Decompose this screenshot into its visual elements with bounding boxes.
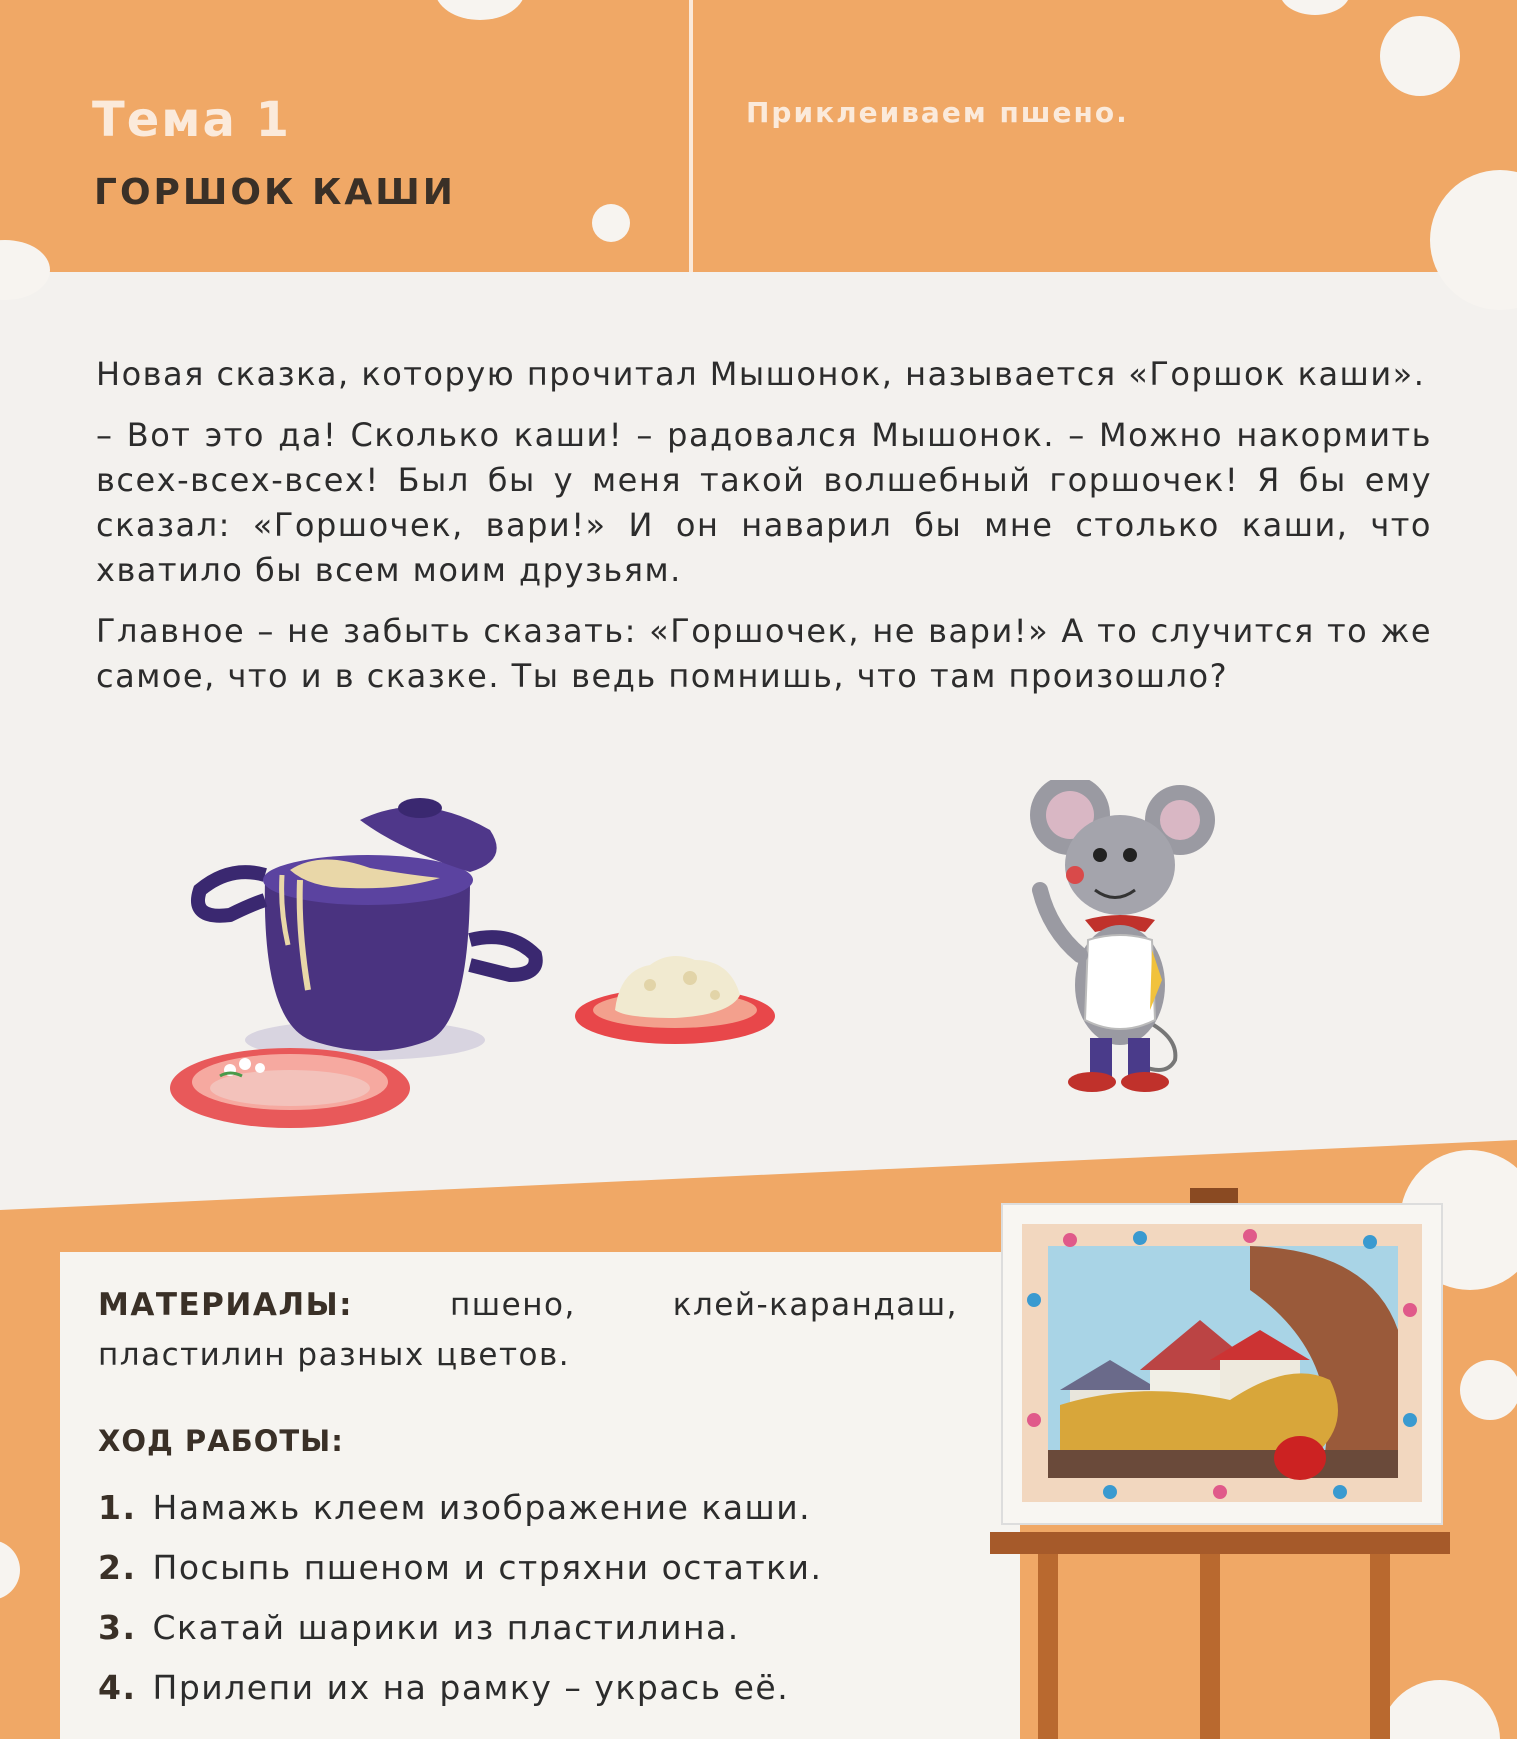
story-illustration (170, 780, 1370, 1130)
step-item (98, 1478, 998, 1538)
step-item (98, 1658, 998, 1718)
decor-dot (1280, 0, 1350, 15)
empty-plate-icon (170, 1048, 410, 1128)
activity-title: Приклеиваем пшено. (746, 96, 1129, 129)
step-text: Скатай шарики из пластилина. (152, 1608, 740, 1647)
story-paragraph: Новая сказка, которую прочитал Мышонок, называется «Горшок каши». (96, 355, 1426, 393)
step-number: 2. (98, 1548, 137, 1587)
mouse-character-icon (1030, 780, 1215, 1092)
topic-number: Тема 1 (92, 92, 292, 148)
pot-of-porridge-icon (198, 798, 536, 1060)
story-text (96, 352, 1432, 715)
step-number: 3. (98, 1608, 137, 1647)
process-label: ХОД РАБОТЫ: (98, 1424, 344, 1458)
step-text: Намажь клеем изображение каши. (152, 1488, 812, 1527)
easel-picture-icon (990, 1180, 1460, 1739)
materials-label: МАТЕРИАЛЫ: (98, 1287, 354, 1323)
plate-of-porridge-icon (575, 956, 775, 1044)
decor-dot (592, 204, 630, 242)
decor-dot (1380, 16, 1460, 96)
topic-title: ГОРШОК КАШИ (94, 172, 456, 213)
steps-list (98, 1478, 998, 1718)
decor-dot (0, 240, 50, 300)
decor-dot (435, 0, 525, 20)
step-text: Прилепи их на рамку – укрась её. (152, 1668, 790, 1707)
step-number: 1. (98, 1488, 137, 1527)
step-number: 4. (98, 1668, 137, 1707)
materials-block (98, 1280, 958, 1380)
story-paragraph: Главное – не забыть сказать: «Горшочек, не вари!» А то случится то же самое, что и в сказке. Ты ведь помнишь, что там произошло? (96, 612, 1432, 695)
step-item (98, 1598, 998, 1658)
header-divider (689, 0, 693, 272)
step-text: Посыпь пшеном и стряхни остатки. (152, 1548, 823, 1587)
story-paragraph: – Вот это да! Сколько каши! – радовался Мышонок. – Можно накормить всех-всех-всех! Был бы у меня такой волшебный горшочек! Я бы ему сказал: «Горшочек, вари!» И он наварил бы мне столько каши, что хватило бы всем моим друзьям. (96, 416, 1432, 589)
step-item (98, 1538, 998, 1598)
decor-dot (1430, 170, 1517, 310)
materials-text: пшено, клей-карандаш, пластилин разных цветов. (98, 1287, 958, 1373)
